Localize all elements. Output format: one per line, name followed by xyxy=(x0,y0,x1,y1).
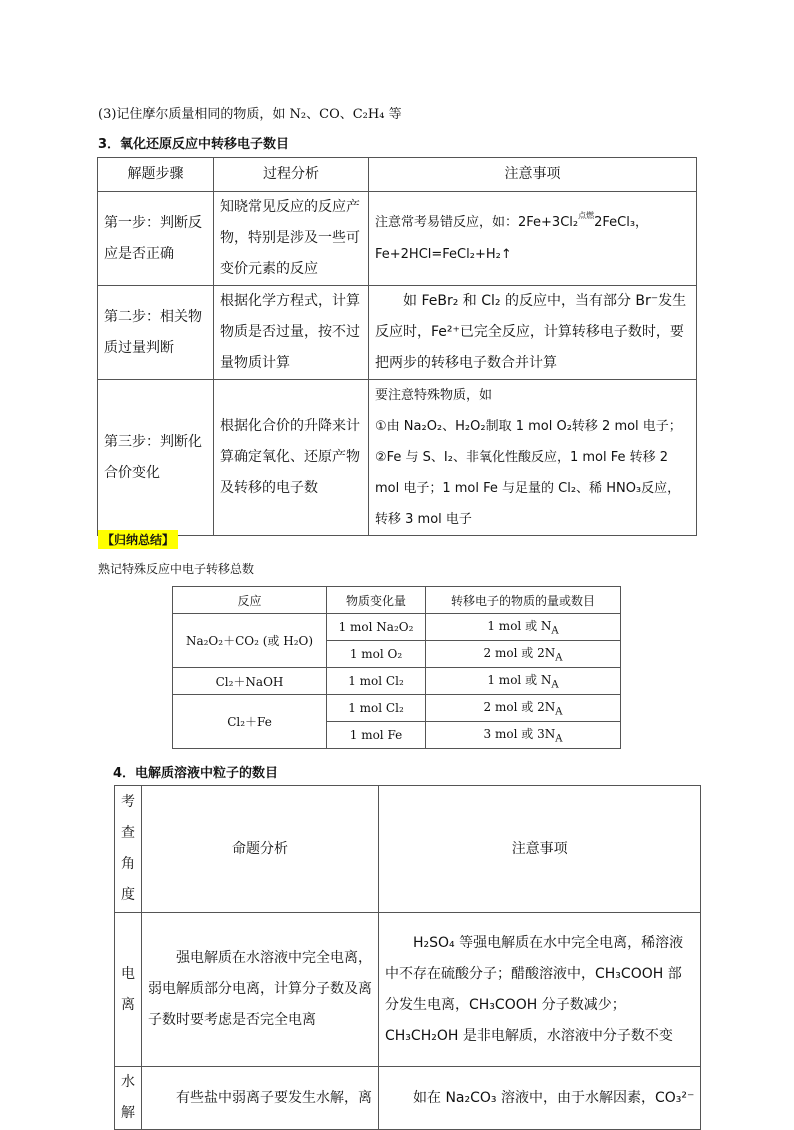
reaction-cell: Na₂O₂＋CO₂ (或 H₂O) xyxy=(173,614,327,668)
electrons-value: 3 mol 或 3N xyxy=(483,727,556,742)
avogadro-subscript: A xyxy=(551,679,559,691)
header-change: 物质变化量 xyxy=(327,587,426,614)
table-row xyxy=(115,1067,701,1130)
header-electrons: 转移电子的物质的量或数目 xyxy=(426,587,621,614)
angle-cell: 水解 xyxy=(115,1067,142,1130)
note-text: 注意常考易错反应，如：2Fe+3Cl₂ xyxy=(375,215,579,230)
avogadro-subscript: A xyxy=(555,652,563,664)
reaction-cell: Cl₂＋Fe xyxy=(173,695,327,749)
table-header-row xyxy=(173,587,621,614)
electrons-cell xyxy=(426,641,621,668)
change-cell: 1 mol Cl₂ xyxy=(327,668,426,695)
note-text: ①由 Na₂O₂、H₂O₂制取 1 mol O₂转移 2 mol 电子； xyxy=(375,419,682,434)
avogadro-subscript: A xyxy=(551,625,559,637)
table-row xyxy=(98,286,697,380)
table-row xyxy=(115,913,701,1067)
notes-cell: H₂SO₄ 等强电解质在水中完全电离，稀溶液中不存在硫酸分子；醋酸溶液中，CH₃COOH 部分发生电离，CH₃COOH 分子数减少；CH₃CH₂OH 是非电解质，水溶液中分子数不变 xyxy=(379,913,701,1067)
step-cell: 第二步：相关物质过量判断 xyxy=(98,286,214,380)
change-cell: 1 mol Na₂O₂ xyxy=(327,614,426,641)
electrons-cell xyxy=(426,722,621,749)
analysis-cell: 根据化学方程式，计算物质是否过量，按不过量物质计算 xyxy=(214,286,369,380)
analysis-cell: 根据化合价的升降来计算确定氧化、还原产物及转移的电子数 xyxy=(214,380,369,536)
summary-caption: 熟记特殊反应中电子转移总数 xyxy=(98,562,255,576)
electron-transfer-table xyxy=(172,586,621,749)
analysis-cell: 强电解质在水溶液中完全电离，弱电解质部分电离，计算分子数及离子数时要考虑是否完全电离 xyxy=(142,913,379,1067)
electrolyte-table xyxy=(114,785,701,1130)
electrons-value: 2 mol 或 2N xyxy=(483,646,556,661)
header-notes: 注意事项 xyxy=(369,158,697,192)
note-text: 要注意特殊物质，如 xyxy=(375,388,493,403)
notes-cell xyxy=(369,380,697,536)
angle-cell: 电离 xyxy=(115,913,142,1067)
step-cell: 第一步：判断反应是否正确 xyxy=(98,192,214,286)
electrons-cell xyxy=(426,614,621,641)
notes-cell xyxy=(369,192,697,286)
section4-heading: 4．电解质溶液中粒子的数目 xyxy=(113,766,279,781)
change-cell: 1 mol Cl₂ xyxy=(327,695,426,722)
electrons-cell xyxy=(426,695,621,722)
electrons-cell xyxy=(426,668,621,695)
electrons-value: 1 mol 或 N xyxy=(487,619,552,634)
note-text: 2FeCl₃， xyxy=(594,215,649,230)
notes-cell: 如在 Na₂CO₃ 溶液中，由于水解因素，CO₃²⁻ xyxy=(379,1067,701,1130)
note-text: Fe+2HCl=FeCl₂+H₂↑ xyxy=(375,247,512,262)
table-row xyxy=(98,380,697,536)
avogadro-subscript: A xyxy=(555,733,563,745)
table-row xyxy=(173,695,621,722)
electrons-value: 2 mol 或 2N xyxy=(483,700,556,715)
change-cell: 1 mol Fe xyxy=(327,722,426,749)
analysis-cell: 知晓常见反应的反应产物，特别是涉及一些可变价元素的反应 xyxy=(214,192,369,286)
table-row xyxy=(173,614,621,641)
table-header-row xyxy=(98,158,697,192)
header-reaction: 反应 xyxy=(173,587,327,614)
header-analysis: 命题分析 xyxy=(142,786,379,913)
header-notes: 注意事项 xyxy=(379,786,701,913)
table-row xyxy=(173,668,621,695)
section3-heading: 3．氧化还原反应中转移电子数目 xyxy=(98,137,290,152)
note-text: ②Fe 与 S、I₂、非氧化性酸反应，1 mol Fe 转移 2 mol 电子；1 mol Fe 与足量的 Cl₂、稀 HNO₃反应，转移 3 mol 电子 xyxy=(375,450,681,527)
summary-badge: 【归纳总结】 xyxy=(98,530,178,549)
notes-cell: 如 FeBr₂ 和 Cl₂ 的反应中，当有部分 Br⁻发生反应时，Fe²⁺已完全反应，计算转移电子数时，要把两步的转移电子数合并计算 xyxy=(369,286,697,380)
header-analysis: 过程分析 xyxy=(214,158,369,192)
header-angle: 考查角度 xyxy=(115,786,142,913)
step-cell: 第三步：判断化合价变化 xyxy=(98,380,214,536)
header-step: 解题步骤 xyxy=(98,158,214,192)
analysis-cell: 有些盐中弱离子要发生水解，离 xyxy=(142,1067,379,1130)
reaction-cell: Cl₂＋NaOH xyxy=(173,668,327,695)
table-row xyxy=(98,192,697,286)
redox-table xyxy=(97,157,697,536)
change-cell: 1 mol O₂ xyxy=(327,641,426,668)
avogadro-subscript: A xyxy=(555,706,563,718)
electrons-value: 1 mol 或 N xyxy=(487,673,552,688)
intro-line: (3)记住摩尔质量相同的物质，如 N₂、CO、C₂H₄ 等 xyxy=(98,107,402,122)
condition-label: 点燃 xyxy=(578,211,595,220)
table-header-row xyxy=(115,786,701,913)
